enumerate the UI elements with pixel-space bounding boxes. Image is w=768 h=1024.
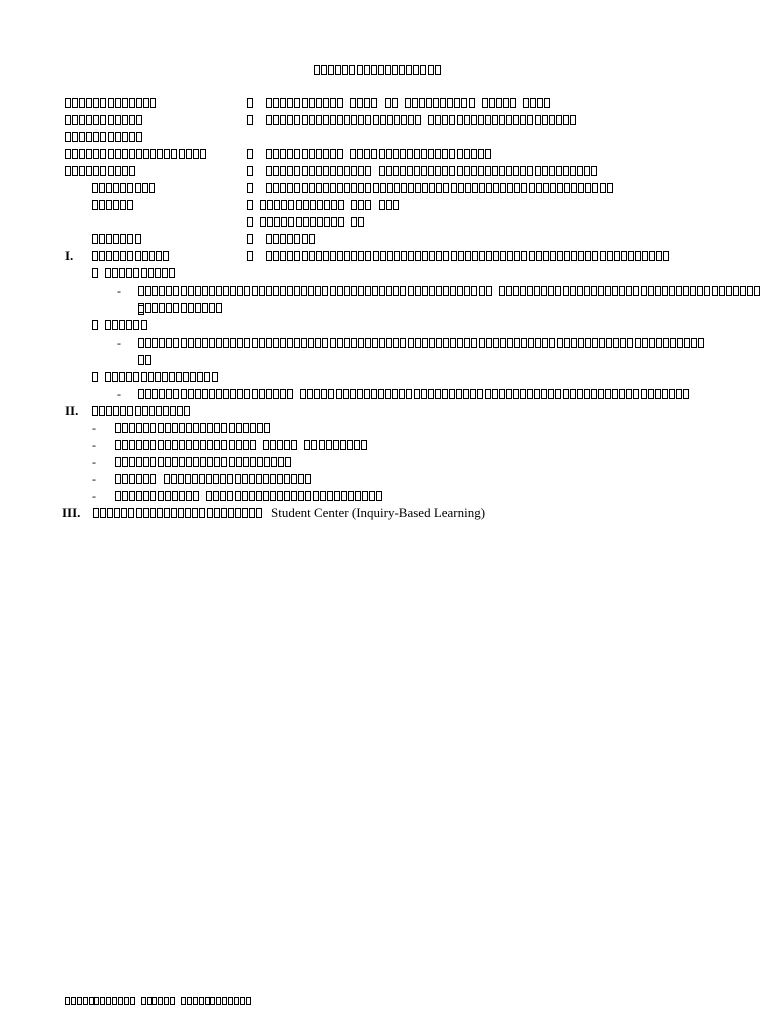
unrendered-glyph-run (138, 303, 223, 313)
section-2-heading (0, 404, 768, 418)
info-row (0, 215, 768, 229)
unrendered-glyph-run (247, 166, 598, 176)
unrendered-glyph-run (92, 372, 219, 382)
unrendered-glyph-run (247, 217, 365, 227)
list-item-continuation (0, 353, 768, 367)
list-item (0, 387, 768, 401)
info-row (0, 164, 768, 178)
unrendered-glyph-run (92, 320, 148, 330)
list-dash: - (117, 284, 121, 298)
unrendered-glyph-run (138, 355, 152, 365)
document-title (0, 63, 768, 77)
unrendered-glyph-run (247, 149, 492, 159)
unrendered-glyph-run (92, 251, 170, 261)
list-item (0, 489, 768, 503)
section-1-numeral: I. (65, 248, 74, 263)
unrendered-glyph-run (92, 406, 191, 416)
unrendered-glyph-run (247, 98, 551, 108)
unrendered-glyph-run (65, 98, 157, 108)
list-dash: - (117, 387, 121, 401)
unrendered-glyph-run (138, 338, 706, 348)
section-2-numeral: II. (65, 403, 79, 418)
unrendered-glyph-run (93, 508, 263, 518)
section-1-heading (0, 249, 768, 263)
unrendered-glyph-run (247, 115, 577, 125)
section-3-heading (0, 506, 768, 520)
unrendered-glyph-run (115, 440, 368, 450)
list-item (0, 336, 768, 350)
unrendered-glyph-run (92, 234, 142, 244)
unrendered-glyph-run (92, 183, 156, 193)
unrendered-glyph-run (247, 234, 316, 244)
info-row (0, 130, 768, 144)
info-row (0, 96, 768, 110)
unrendered-glyph-run (115, 457, 292, 467)
list-item (0, 472, 768, 486)
unrendered-glyph-run (138, 286, 768, 296)
unrendered-glyph-run (138, 389, 690, 399)
list-dash: - (92, 438, 96, 452)
list-item (0, 284, 768, 298)
info-row (0, 147, 768, 161)
unrendered-glyph-run (65, 149, 207, 159)
subsection-heading (0, 370, 768, 384)
info-row (0, 113, 768, 127)
list-item (0, 438, 768, 452)
list-dash: - (92, 472, 96, 486)
list-item-continuation (0, 301, 768, 315)
info-row (0, 181, 768, 195)
unrendered-glyph-run (92, 268, 176, 278)
unrendered-glyph-run (65, 132, 143, 142)
unrendered-glyph-run (92, 200, 135, 210)
unrendered-glyph-run (314, 65, 442, 75)
list-dash: - (92, 489, 96, 503)
list-dash: - (117, 336, 121, 350)
section-3-numeral: III. (62, 505, 81, 520)
subsection-heading (0, 318, 768, 332)
unrendered-glyph-run (247, 251, 670, 261)
list-item (0, 421, 768, 435)
list-dash: - (92, 455, 96, 469)
unrendered-glyph-run (247, 200, 400, 210)
unrendered-glyph-run (65, 115, 143, 125)
info-row (0, 232, 768, 246)
list-dash: - (92, 421, 96, 435)
unrendered-glyph-run (65, 166, 136, 176)
unrendered-glyph-run (247, 183, 614, 193)
subsection-heading (0, 266, 768, 280)
unrendered-glyph-run (65, 997, 252, 1007)
unrendered-glyph-run (115, 474, 313, 484)
section-3-text: Student Center (Inquiry-Based Learning) (271, 505, 486, 520)
page-footer (0, 994, 768, 1008)
list-item (0, 455, 768, 469)
unrendered-glyph-run (115, 423, 271, 433)
info-row (0, 198, 768, 212)
unrendered-glyph-run (115, 491, 383, 501)
